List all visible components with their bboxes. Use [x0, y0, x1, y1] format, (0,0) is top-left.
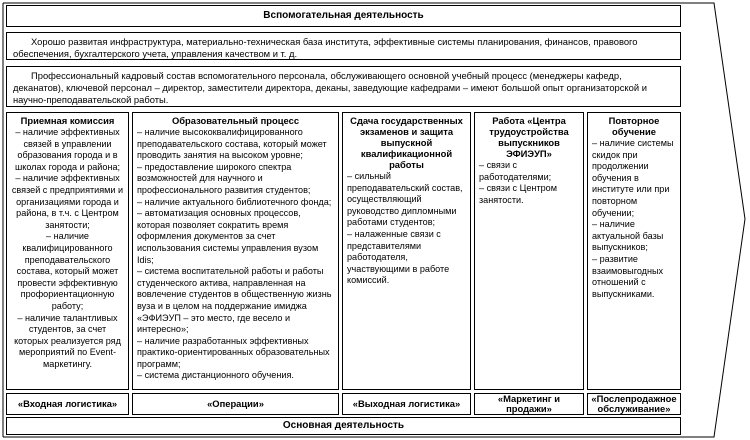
column-item: – автоматизация основных процессов, которая позволяет сократить время оформления документов за счет использования системы управления вузом Idis; [137, 208, 319, 265]
column-item: – наличие эффективных связей с предприятиями и организациями города и района, в т.ч. с Центром занятости; [11, 173, 124, 230]
footer-after-sales-service: «Послепродажное обслуживание» [587, 393, 681, 415]
column-item: – система воспитательной работы и работы студенческого актива, направленная на вовлечение студентов в общественную жизнь вуза и в целом на поддержание имиджа «ЭФИЭУП – это место, где весело и интересно»; [137, 266, 332, 335]
support-infrastructure-text: Хорошо развитая инфраструктура, материально-техническая база института, эффективные системы планирования, финансов, правового обеспечения, бухгалтерского учета, управления качеством и т. д. [6, 32, 681, 60]
footer-inbound-logistics: «Входная логистика» [6, 393, 129, 415]
column-title: Приемная комиссия [20, 115, 115, 126]
column-item: – наличие системы скидок при продолжении обучения в институте или при повторном обучении; [592, 138, 674, 218]
support-activities-title: Вспомогательная деятельность [6, 5, 681, 27]
column-item: – наличие квалифицированного преподавательского состава, который может провести эффективную профориентационную работу; [16, 231, 119, 311]
column-item: – система дистанционного обучения. [137, 370, 294, 381]
column-item: – наличие актуального библиотечного фонда; [137, 196, 332, 207]
column-item: – наличие талантливых студентов, за счет которых реализуется ряд мероприятий по Event-маркетингу. [14, 312, 121, 369]
column-item: – наличие эффективных связей в управлении образования города и в школах города и района; [14, 127, 121, 172]
primary-activities-title: Основная деятельность [6, 417, 681, 435]
column-educational-process [132, 112, 339, 390]
column-title: Повторное обучение [608, 115, 660, 137]
column-admission-committee [6, 112, 129, 390]
column-item: – развитие взаимовыгодных отношений с выпускниками. [592, 253, 664, 299]
footer-outbound-logistics: «Выходная логистика» [342, 393, 471, 415]
column-item: – наличие разработанных эффективных практико-ориентированных образовательных программ; [137, 335, 330, 369]
column-state-exams [342, 112, 471, 390]
support-staff-text: Профессиональный кадровый состав вспомогательного персонала, обслуживающего основной учебный процесс (менеджеры кафедр, деканатов), ключевой персонал – директор, заместители директора, деканы, заведующие кафедрами – имеют большой опыт организаторской и научно-преподавательской работы. [6, 66, 681, 107]
column-item: – связи с работодателями; [479, 160, 552, 182]
footer-marketing-sales: «Маркетинг и продажи» [474, 393, 584, 415]
column-item: – сильный преподавательский состав, осуществляющий руководство дипломными работами студентов; [347, 171, 463, 228]
column-item: – предоставление широкого спектра возможностей для научного и профессионального развития студентов; [137, 161, 311, 195]
footer-operations: «Операции» [132, 393, 339, 415]
column-item: – налаженные связи с представителями работодателя, участвующими в работе комиссий. [347, 228, 450, 286]
column-title: Сдача государственных экзаменов и защита выпускной квалификационной работы [350, 115, 463, 170]
column-title: Образовательный процесс [171, 115, 300, 126]
column-item: – наличие актуальной базы выпускников; [592, 219, 664, 253]
column-employment-center [474, 112, 584, 390]
column-repeat-training [587, 112, 681, 390]
column-title: Работа «Центра трудоустройства выпускников ЭФИЭУП» [489, 115, 569, 159]
column-item: – связи с Центром занятости. [479, 183, 557, 205]
column-item: – наличие высококвалифицированного преподавательского состава, который может проводить занятия на высоком уровне; [137, 127, 327, 161]
